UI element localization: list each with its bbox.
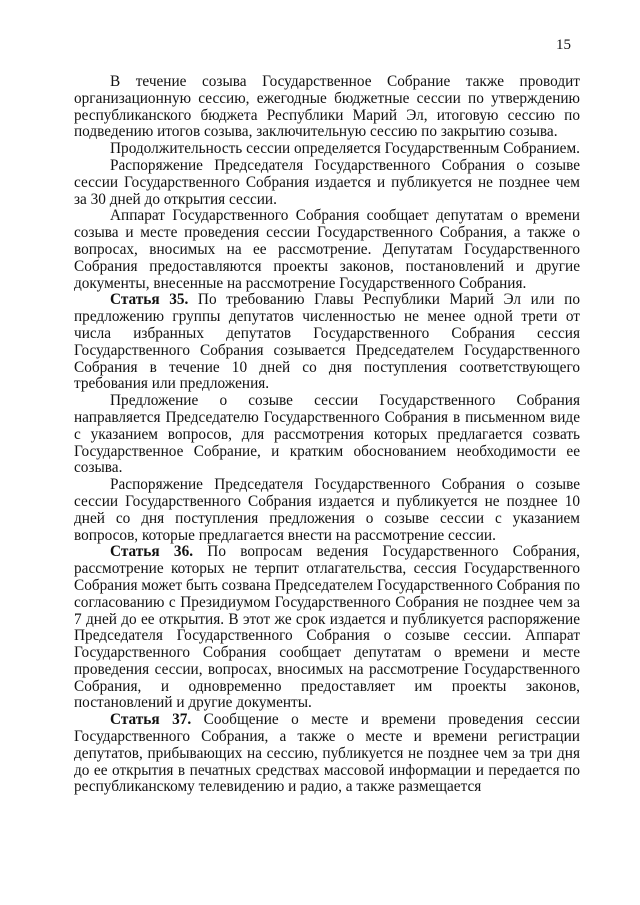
page-number: 15 xyxy=(556,37,571,53)
paragraph-text: По вопросам ведения Государственного Собрания, рассмотрение которых не терпит отлагательства, сессия Государственного Собрания может быть созвана Председателем Государственного Собрания по согласованию с Президиумом Государственного Собрания не позднее чем за 7 дней до ее открытия. В этот же срок издается и публикуется распоряжение Председателя Государственного Собрания о созыве сессии. Аппарат Государственного Собрания сообщает депутатам о времени и месте проведения сессии, вопросах, вносимых на рассмотрение Государственного Собрания, и одновременно предоставляет им проекты законов, постановлений и другие документы. xyxy=(74,543,581,712)
paragraph-text: Аппарат Государственного Собрания сообщает депутатам о времени созыва и месте проведения сессии Государственного Собрания, а также о вопросах, вносимых на ее рассмотрение. Депутатам Государственного Собрания предоставляются проекты законов, постановлений и другие документы, внесенные на рассмотрение Государственного Собрания. xyxy=(74,207,580,292)
paragraph-text: В течение созыва Государственное Собрание также проводит организационную сессию, ежегодные бюджетные сессии по утверждению республиканского бюджета Республики Марий Эл, итоговую сессию по подведению итогов созыва, заключительную сессию по закрытию созыва. xyxy=(74,73,580,141)
paragraph xyxy=(74,208,580,292)
paragraph xyxy=(74,141,580,158)
paragraph xyxy=(74,393,580,477)
paragraph-text: По требованию Главы Республики Марий Эл или по предложению группы депутатов численностью не менее одной трети от числа избранных депутатов Государственного Собрания сессия Государственного Собрания созывается Председателем Государственного Собрания в течение 10 дней со дня поступления соответствующего требования или предложения. xyxy=(74,291,580,393)
paragraph xyxy=(74,477,580,544)
article-label: Статья 37. xyxy=(110,711,192,729)
paragraph-text: Распоряжение Председателя Государственного Собрания о созыве сессии Государственного Собрания издается и публикуется не позднее 10 дней со дня поступления предложения о созыве сессии с указанием вопросов, которые предлагается внести на рассмотрение сессии. xyxy=(74,476,580,544)
paragraph-text: Сообщение о месте и времени проведения сессии Государственного Собрания, а также о месте и времени регистрации депутатов, прибывающих на сессию, публикуется не позднее чем за три дня до ее открытия в печатных средствах массовой информации и передается по республиканскому телевидению и радио, а также размещается xyxy=(74,711,580,796)
paragraph-text: Предложение о созыве сессии Государственного Собрания направляется Председателю Государственного Собрания в письменном виде с указанием вопросов, для рассмотрения которых предлагается созвать Государственное Собрание, и кратким обоснованием необходимости ее созыва. xyxy=(74,392,580,477)
paragraph xyxy=(74,74,580,141)
article-paragraph xyxy=(74,292,580,393)
paragraph xyxy=(74,158,580,208)
paragraph-text: Продолжительность сессии определяется Государственным Собранием. xyxy=(110,140,580,158)
article-label: Статья 36. xyxy=(110,543,194,561)
document-body xyxy=(74,74,580,796)
article-label: Статья 35. xyxy=(110,291,189,309)
paragraph-text: Распоряжение Председателя Государственного Собрания о созыве сессии Государственного Собрания издается и публикуется не позднее чем за 30 дней до открытия сессии. xyxy=(74,156,580,208)
article-paragraph xyxy=(74,544,580,712)
article-paragraph xyxy=(74,712,580,796)
